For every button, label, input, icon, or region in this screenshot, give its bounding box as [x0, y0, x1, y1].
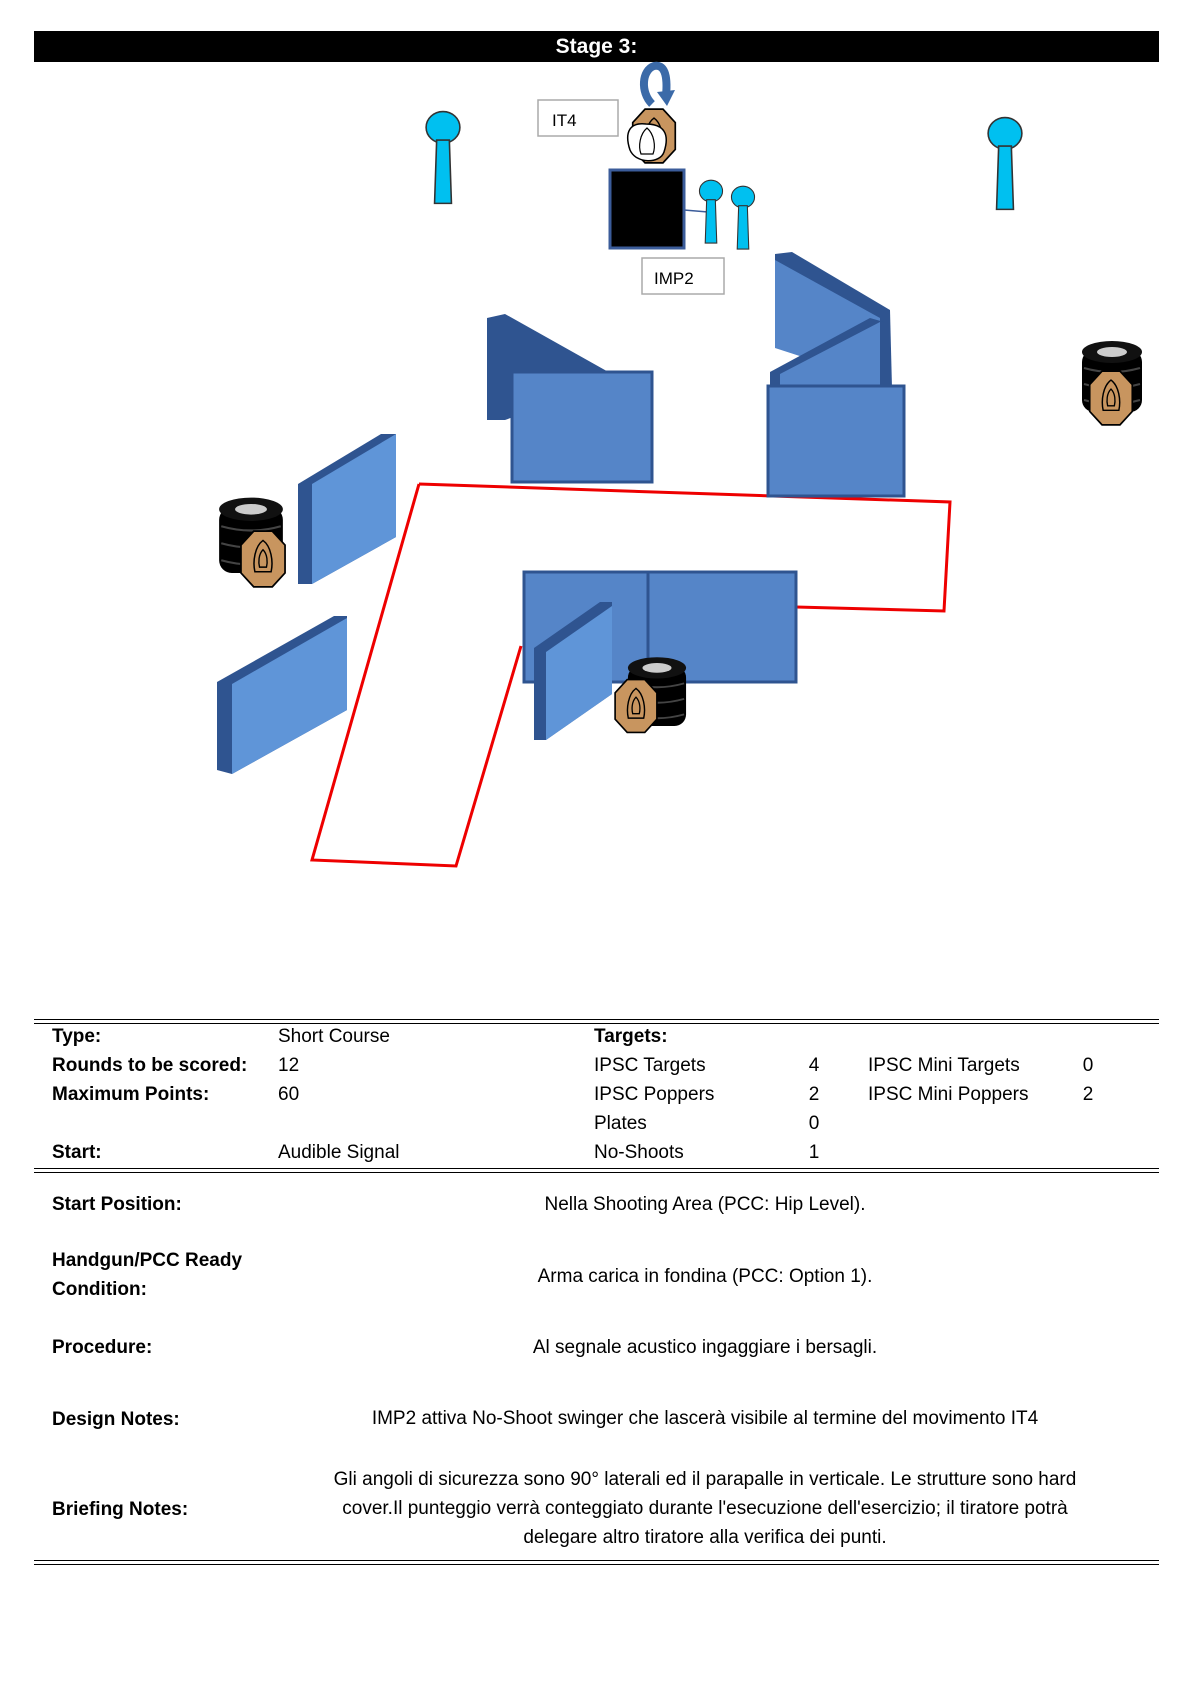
target-name: No-Shoots — [594, 1142, 684, 1163]
max-points-label: Maximum Points: — [52, 1084, 210, 1105]
imp2-label: IMP2 — [654, 269, 694, 288]
mini-target-name: IPSC Mini Poppers — [868, 1084, 1029, 1105]
design-notes-label: Design Notes: — [52, 1409, 180, 1430]
popper-icon — [988, 118, 1022, 210]
target-name: Plates — [594, 1113, 647, 1134]
rounds-label: Rounds to be scored: — [52, 1055, 248, 1076]
rule — [34, 1168, 1159, 1169]
ready-condition-text: Arma carica in fondina (PCC: Option 1). — [537, 1266, 873, 1287]
mini-target-count: 2 — [1082, 1084, 1094, 1105]
procedure-label: Procedure: — [52, 1337, 153, 1358]
wall-icon — [487, 314, 652, 482]
type-value: Short Course — [278, 1026, 390, 1047]
procedure-text: Al segnale acustico ingaggiare i bersagli. — [532, 1337, 878, 1358]
briefing-notes-text — [300, 1465, 1110, 1552]
wall-icon — [217, 616, 347, 774]
rule — [34, 1172, 1159, 1173]
rule — [34, 1023, 1159, 1024]
no-shoot-target-icon — [628, 124, 667, 161]
briefing-notes-label: Briefing Notes: — [52, 1499, 189, 1520]
start-value: Audible Signal — [278, 1142, 400, 1163]
briefing-line: delegare altro tiratore alla verifica dei punti. — [523, 1527, 887, 1548]
target-count: 4 — [808, 1055, 820, 1076]
design-notes-text: IMP2 attiva No-Shoot swinger che lascerà visibile al termine del movimento IT4 — [371, 1408, 1039, 1429]
target-count: 0 — [808, 1113, 820, 1134]
ipsc-target-icon — [1090, 371, 1133, 425]
max-points-value: 60 — [278, 1084, 300, 1105]
start-label: Start: — [52, 1142, 102, 1163]
mini-target-count: 0 — [1082, 1055, 1094, 1076]
briefing-line: Gli angoli di sicurezza sono 90° laterali ed il parapalle in verticale. Le strutture sono hard — [333, 1469, 1077, 1490]
start-position-text: Nella Shooting Area (PCC: Hip Level). — [544, 1194, 866, 1215]
target-count: 2 — [808, 1084, 820, 1105]
stage-title: Stage 3: — [34, 31, 1159, 62]
wall-icon — [768, 252, 904, 496]
rule — [34, 1564, 1159, 1565]
target-count: 1 — [808, 1142, 820, 1163]
popper-icon — [426, 112, 460, 204]
type-label: Type: — [52, 1026, 102, 1047]
swinger-arrow-icon — [644, 66, 675, 106]
ready-condition-label-line1: Handgun/PCC Ready — [52, 1250, 243, 1271]
rounds-value: 12 — [278, 1055, 300, 1076]
briefing-line: cover.Il punteggio verrà conteggiato durante l'esecuzione dell'esercizio; il tiratore potrà — [342, 1498, 1068, 1519]
rule — [34, 1560, 1159, 1561]
ready-condition-label-line2: Condition: — [52, 1279, 147, 1300]
popper-icon — [731, 186, 754, 249]
target-name: IPSC Targets — [594, 1055, 706, 1076]
ipsc-target-icon — [241, 531, 285, 587]
targets-label: Targets: — [594, 1026, 668, 1047]
activator-box-icon — [610, 170, 708, 248]
mini-target-name: IPSC Mini Targets — [868, 1055, 1020, 1076]
wall-icon — [298, 434, 396, 584]
ipsc-target-icon — [615, 680, 657, 733]
target-name: IPSC Poppers — [594, 1084, 715, 1105]
it4-label: IT4 — [552, 111, 577, 130]
start-position-label: Start Position: — [52, 1194, 182, 1215]
rule — [34, 1019, 1159, 1020]
